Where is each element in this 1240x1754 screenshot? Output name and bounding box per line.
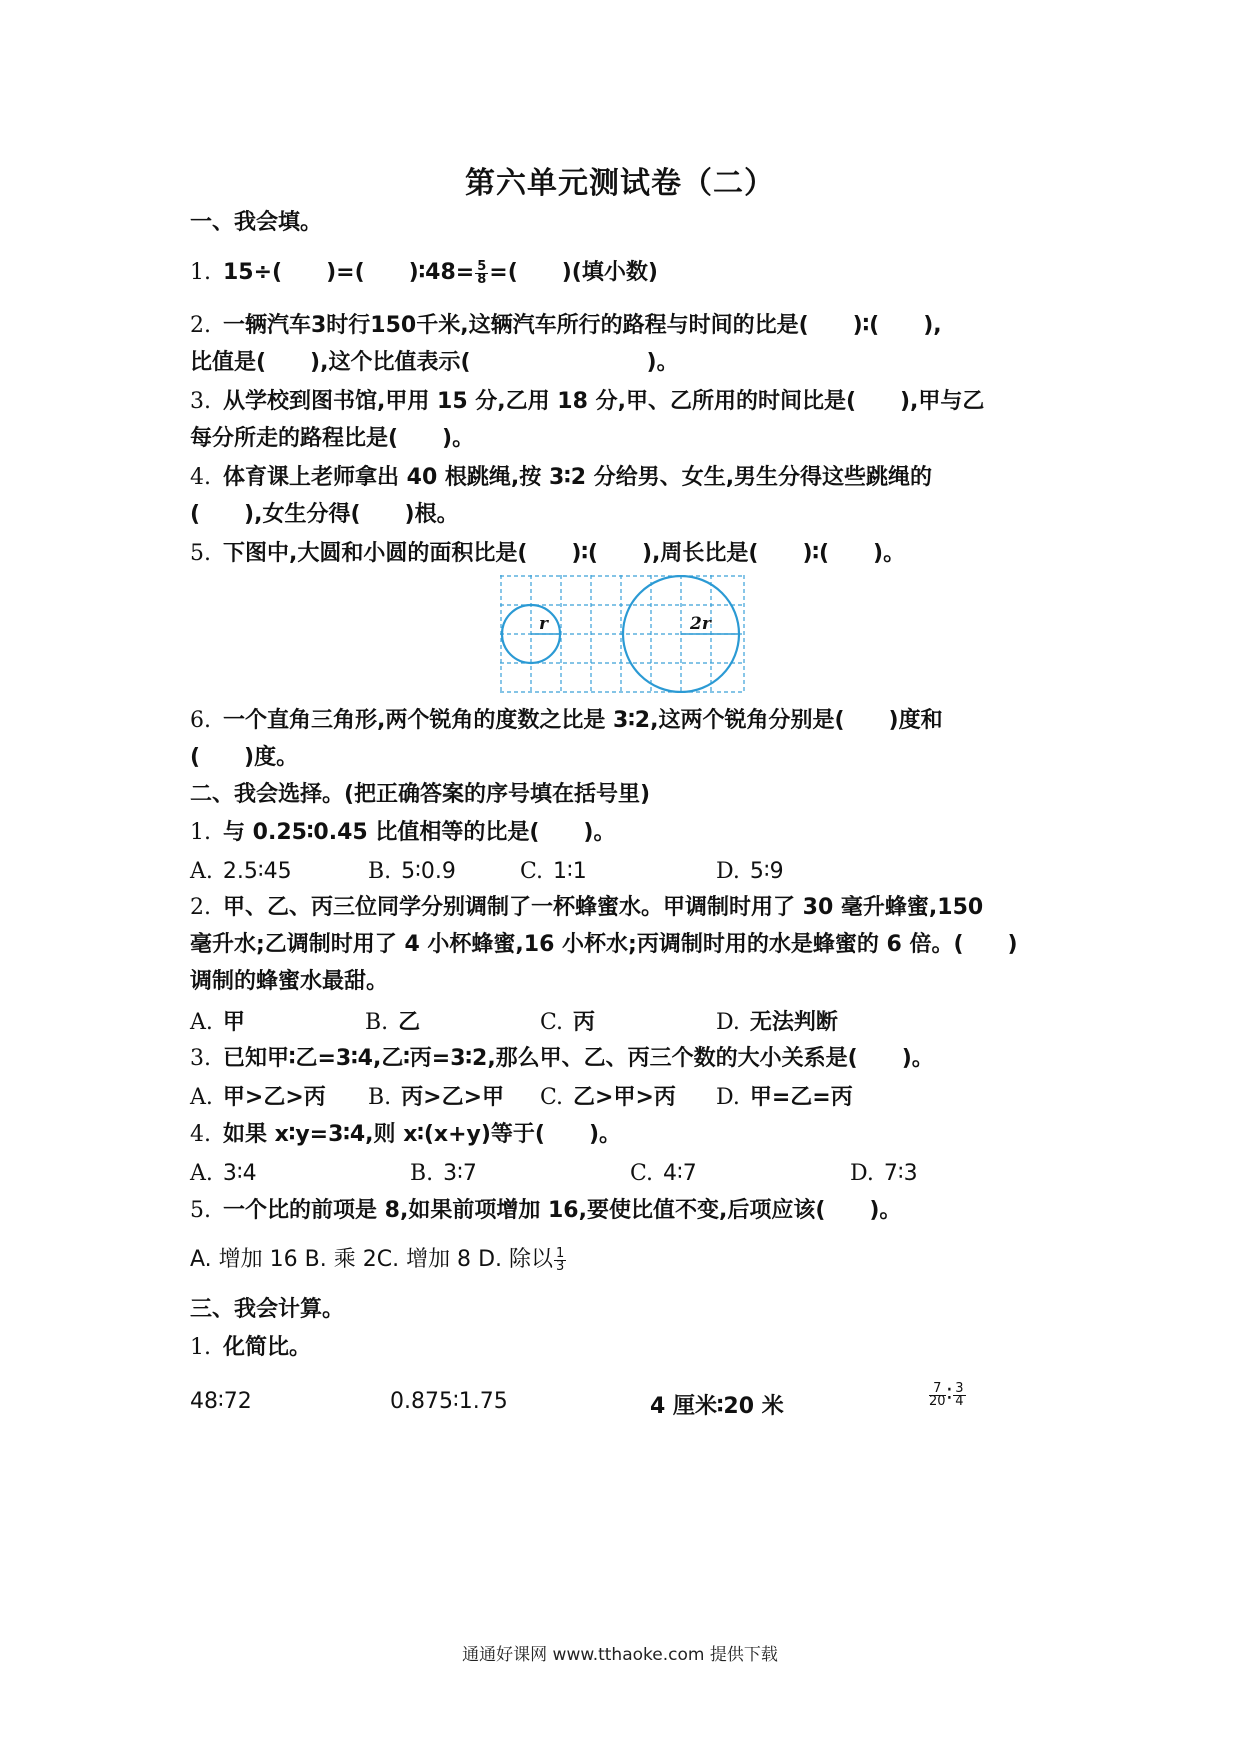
choose-q4-option-d xyxy=(850,1159,918,1189)
option-label: B. xyxy=(410,1161,434,1186)
choose-q3-option-b xyxy=(368,1083,504,1113)
choose-q5-options xyxy=(190,1245,567,1275)
choose-q3-text: 已知甲∶乙=3∶4,乙∶丙=3∶2,那么甲、乙、丙三个数的大小关系是( )。 xyxy=(223,1046,934,1071)
choose-q4-option-a xyxy=(190,1159,257,1189)
option-label: D. xyxy=(850,1161,874,1186)
choose-q2-option-c xyxy=(540,1008,595,1038)
choose-q4 xyxy=(190,1120,621,1150)
choose-q3-option-d xyxy=(716,1083,853,1113)
option-label: D. xyxy=(716,1085,740,1110)
choose-q5-option-b: B. 乘 2 xyxy=(304,1247,377,1272)
footer-source: 通通好课网 www.tthaoke.com 提供下载 xyxy=(462,1645,778,1665)
calc-q1-number: 1. xyxy=(190,1335,211,1360)
choose-q5-option-a: A. 增加 16 xyxy=(190,1247,298,1272)
section-fill-heading: 一、我会填。 xyxy=(190,210,323,235)
choose-q5-number: 5. xyxy=(190,1198,211,1223)
option-value: 无法判断 xyxy=(749,1010,838,1035)
calc-item-4 xyxy=(928,1382,967,1408)
fraction-numerator: 3 xyxy=(955,1380,964,1396)
fill-q4-line2: ( ),女生分得( )根。 xyxy=(190,502,459,527)
option-value: 2.5∶45 xyxy=(222,859,292,884)
fill-q2-line1 xyxy=(190,311,942,341)
choose-q1-option-d xyxy=(716,857,784,887)
fill-q1-text-b: =( )(填小数) xyxy=(489,260,658,285)
option-label: A. xyxy=(190,1161,213,1186)
option-value: 5∶9 xyxy=(749,859,784,884)
option-label: B. xyxy=(365,1010,389,1035)
fill-q5-number: 5. xyxy=(190,541,211,566)
choose-q2-line3: 调制的蜂蜜水最甜。 xyxy=(190,969,389,994)
choose-q3 xyxy=(190,1044,934,1074)
fraction-numerator: 5 xyxy=(477,258,487,274)
option-label: D. xyxy=(716,859,740,884)
option-value: 1∶1 xyxy=(553,859,587,884)
fill-q1-fraction xyxy=(475,258,488,287)
ratio-separator: ∶ xyxy=(946,1382,953,1407)
fill-q3-number: 3. xyxy=(190,389,211,414)
option-value: 甲 xyxy=(222,1010,245,1035)
fill-q5-line1 xyxy=(190,539,905,569)
choose-q5-text: 一个比的前项是 8,如果前项增加 16,要使比值不变,后项应该( )。 xyxy=(223,1198,902,1223)
fill-q6-number: 6. xyxy=(190,708,211,733)
choose-q5 xyxy=(190,1196,901,1226)
choose-q3-option-c xyxy=(540,1083,676,1113)
choose-q1-option-a xyxy=(190,857,292,887)
big-circle-label: 2r xyxy=(690,614,711,634)
choose-q2-number: 2. xyxy=(190,895,211,920)
choose-q2-option-d xyxy=(716,1008,838,1038)
choose-q2-option-b xyxy=(365,1008,420,1038)
option-label: C. xyxy=(540,1010,564,1035)
fill-q6-line1 xyxy=(190,706,943,736)
calc-item-4-fraction-a xyxy=(929,1380,946,1409)
choose-q1-text: 与 0.25∶0.45 比值相等的比是( )。 xyxy=(223,820,616,845)
fill-q1-number: 1. xyxy=(190,260,211,285)
choose-q4-text: 如果 x∶y=3∶4,则 x∶(x+y)等于( )。 xyxy=(223,1122,622,1147)
option-label: A. xyxy=(190,859,213,884)
choose-q2-option-a xyxy=(190,1008,245,1038)
choose-q4-option-c xyxy=(630,1159,697,1189)
choose-q4-option-b xyxy=(410,1159,477,1189)
fill-q4-text: 体育课上老师拿出 40 根跳绳,按 3∶2 分给男、女生,男生分得这些跳绳的 xyxy=(223,465,933,490)
option-label: B. xyxy=(368,859,392,884)
fraction-numerator: 7 xyxy=(929,1383,946,1396)
option-value: 3∶4 xyxy=(222,1161,257,1186)
fill-q1 xyxy=(190,258,658,288)
calc-item-1: 48∶72 xyxy=(190,1389,252,1414)
fill-q3-text: 从学校到图书馆,甲用 15 分,乙用 18 分,甲、乙所用的时间比是( ),甲与乙 xyxy=(223,389,985,414)
fill-q3-line1 xyxy=(190,387,984,417)
calc-item-4-fraction-b xyxy=(953,1380,965,1409)
choose-q3-option-a xyxy=(190,1083,326,1113)
option-value: 丙 xyxy=(573,1010,596,1035)
option-value: 甲>乙>丙 xyxy=(222,1085,326,1110)
fraction-numerator: 1 xyxy=(556,1245,565,1261)
choose-q2-line2: 毫升水;乙调制时用了 4 小杯蜂蜜,16 小杯水;丙调制时用的水是蜂蜜的 6 倍。( ) xyxy=(190,932,1018,957)
choose-q5-fraction xyxy=(554,1245,566,1274)
choose-q1-number: 1. xyxy=(190,820,211,845)
calc-item-2: 0.875∶1.75 xyxy=(390,1389,508,1414)
fill-q4-number: 4. xyxy=(190,465,211,490)
option-label: C. xyxy=(520,859,544,884)
section-choose-heading: 二、我会选择。(把正确答案的序号填在括号里) xyxy=(190,782,651,807)
fraction-denominator: 8 xyxy=(477,271,487,287)
option-label: D. xyxy=(716,1010,740,1035)
option-value: 3∶7 xyxy=(443,1161,477,1186)
circles-figure xyxy=(500,575,745,693)
choose-q1-option-b xyxy=(368,857,456,887)
option-label: C. xyxy=(540,1085,564,1110)
option-value: 甲=乙=丙 xyxy=(749,1085,853,1110)
fill-q5-text: 下图中,大圆和小圆的面积比是( )∶( ),周长比是( )∶( )。 xyxy=(223,541,906,566)
fill-q2-number: 2. xyxy=(190,313,211,338)
option-value: 5∶0.9 xyxy=(401,859,456,884)
calc-item-3: 4 厘米∶20 米 xyxy=(650,1394,784,1419)
choose-q4-number: 4. xyxy=(190,1122,211,1147)
calc-q1 xyxy=(190,1333,311,1363)
fill-q4-line1 xyxy=(190,463,932,493)
fill-q3-line2: 每分所走的路程比是( )。 xyxy=(190,426,475,451)
option-label: A. xyxy=(190,1010,213,1035)
option-value: 乙 xyxy=(398,1010,421,1035)
choose-q1-option-c xyxy=(520,857,587,887)
small-circle-label: r xyxy=(539,614,548,634)
fill-q2-text: 一辆汽车3时行150千米,这辆汽车所行的路程与时间的比是( )∶( ), xyxy=(223,313,942,338)
choose-q5-option-c: C. 增加 8 xyxy=(376,1247,472,1272)
option-value: 乙>甲>丙 xyxy=(573,1085,676,1110)
option-value: 丙>乙>甲 xyxy=(401,1085,505,1110)
section-calc-heading: 三、我会计算。 xyxy=(190,1297,345,1322)
option-label: C. xyxy=(630,1161,654,1186)
option-value: 7∶3 xyxy=(883,1161,918,1186)
fill-q6-text: 一个直角三角形,两个锐角的度数之比是 3∶2,这两个锐角分别是( )度和 xyxy=(223,708,943,733)
calc-q1-text: 化简比。 xyxy=(223,1335,312,1360)
fraction-denominator: 3 xyxy=(556,1258,565,1274)
choose-q2-line1 xyxy=(190,893,983,923)
fill-q1-text-a: 15÷( )=( )∶48= xyxy=(223,260,475,285)
choose-q1 xyxy=(190,818,615,848)
fill-q6-line2: ( )度。 xyxy=(190,745,299,770)
option-label: A. xyxy=(190,1085,213,1110)
page-title: 第六单元测试卷（二） xyxy=(465,166,775,201)
fraction-denominator: 20 xyxy=(929,1393,946,1409)
choose-q2-text: 甲、乙、丙三位同学分别调制了一杯蜂蜜水。甲调制时用了 30 毫升蜂蜜,150 xyxy=(223,895,984,920)
choose-q5-option-d: D. 除以 xyxy=(478,1247,553,1272)
option-value: 4∶7 xyxy=(663,1161,697,1186)
choose-q3-number: 3. xyxy=(190,1046,211,1071)
fill-q2-line2: 比值是( ),这个比值表示( )。 xyxy=(190,350,679,375)
fraction-denominator: 4 xyxy=(955,1393,964,1409)
option-label: B. xyxy=(368,1085,392,1110)
